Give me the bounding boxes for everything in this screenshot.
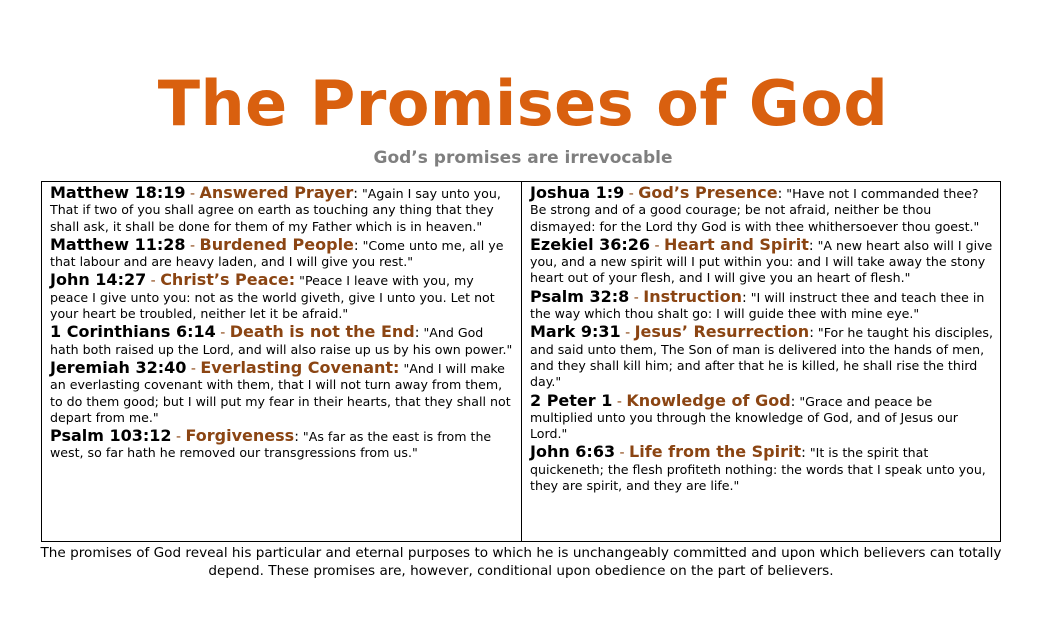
separator: - [629, 289, 644, 306]
promise-topic: Instruction [643, 286, 743, 306]
verse-text: "A new heart also will I give you, and a new spirit will I put within you: and I will take away the stony heart out of your flesh, and I will give you an heart of flesh." [530, 237, 993, 286]
verse-text: "Peace I leave with you, my peace I give unto you: not as the world giveth, give I unto you. Let not your heart be troubled, neither let it be afraid." [50, 273, 495, 322]
verse-text: "Grace and peace be multiplied unto you through the knowledge of God, and of Jesus our Lord." [530, 393, 958, 442]
colon: : [294, 429, 299, 446]
colon: : [353, 186, 359, 202]
promise-topic: Death is not the End [229, 322, 415, 342]
promises-table [41, 181, 1001, 542]
promise-entry [530, 287, 993, 323]
verse-text: "Have not I commanded thee? Be strong and of a good courage; be not afraid, neither be thou dismayed: for the Lord thy God is with thee whithersoever thou goest." [530, 186, 980, 234]
promise-topic: Life from the Spirit [629, 442, 802, 462]
verse-text: "Again I say unto you, That if two of you shall agree on earth as touching any thing that they shall ask, it shall be done for them of my Father which is in heaven." [50, 186, 501, 234]
verse-reference: 1 Corinthians 6:14 [50, 322, 216, 342]
promise-topic: Everlasting Covenant: [200, 357, 400, 377]
promise-topic: Knowledge of God [626, 390, 791, 410]
promise-topic: God’s Presence [638, 183, 778, 202]
verse-reference: Matthew 11:28 [50, 234, 186, 254]
promise-topic: Jesus’ Resurrection [634, 322, 810, 342]
right-column [521, 182, 1000, 541]
verse-reference: Joshua 1:9 [530, 183, 625, 202]
separator: - [185, 237, 200, 254]
page-title: The Promises of God [157, 67, 889, 140]
verse-text: "Come unto me, all ye that labour and are heavy laden, and I will give you rest." [50, 237, 504, 270]
separator: - [624, 186, 639, 202]
colon: : [808, 237, 814, 254]
promise-entry [50, 322, 514, 358]
verse-reference: Jeremiah 32:40 [50, 357, 187, 377]
separator: - [650, 237, 665, 254]
promise-topic: Forgiveness [185, 426, 295, 446]
promise-topic: Answered Prayer [199, 183, 354, 202]
promise-entry [530, 442, 993, 494]
separator: - [146, 273, 161, 290]
verse-text: "For he taught his disciples, and said unto them, The Son of man is delivered into the hands of men, and they shall kill him; and after that he is killed, he shall rise the third day." [530, 325, 993, 390]
separator: - [185, 186, 200, 202]
promise-entry [50, 183, 514, 235]
separator: - [620, 325, 635, 342]
verse-reference: Psalm 103:12 [50, 426, 172, 446]
promise-entry [530, 391, 993, 443]
colon: : [777, 186, 783, 202]
footer-summary: The promises of God reveal his particular and eternal purposes to which he is unchangeably committed and upon which believers can totally depend. These promises are, however, conditional upon obedience on the part of believers. [40, 545, 1002, 579]
promise-entry [50, 358, 514, 426]
promise-entry [530, 235, 993, 287]
promise-entry [530, 322, 993, 390]
verse-reference: Ezekiel 36:26 [530, 234, 651, 254]
separator: - [215, 325, 230, 342]
colon: : [353, 237, 359, 254]
promise-topic: Burdened People [199, 234, 354, 254]
promise-topic: Christ’s Peace: [160, 270, 296, 290]
verse-reference: Matthew 18:19 [50, 183, 186, 202]
promise-entry [530, 183, 993, 235]
verse-text: "It is the spirit that quickeneth; the flesh profiteth nothing: the words that I speak unto you, they are spirit, and they are life." [530, 445, 986, 494]
verse-text: "As far as the east is from the west, so far hath he removed our transgressions from us." [50, 429, 492, 461]
left-column [42, 182, 521, 541]
promise-entry [50, 270, 514, 322]
verse-reference: Psalm 32:8 [530, 286, 630, 306]
verse-reference: 2 Peter 1 [530, 390, 613, 410]
verse-text: "And I will make an everlasting covenant with them, that I will not turn away from them, to do them good; but I will put my fear in their hearts, that they shall not depart from me." [50, 360, 511, 425]
verse-text: "And God hath both raised up the Lord, and will also raise up us by his own power." [50, 325, 513, 357]
separator: - [612, 393, 627, 410]
page-subtitle: God’s promises are irrevocable [373, 148, 673, 168]
verse-reference: John 14:27 [50, 270, 147, 290]
separator: - [186, 360, 201, 377]
promise-topic: Heart and Spirit [664, 234, 809, 254]
verse-reference: Mark 9:31 [530, 322, 621, 342]
verse-reference: John 6:63 [530, 442, 616, 462]
colon: : [790, 393, 796, 410]
separator: - [171, 429, 186, 446]
colon: : [742, 289, 747, 306]
colon: : [801, 445, 806, 462]
promise-entry [50, 235, 514, 271]
colon: : [414, 325, 420, 342]
verse-text: "I will instruct thee and teach thee in the way which thou shalt go: I will guide thee with mine eye." [530, 289, 985, 322]
separator: - [615, 445, 630, 462]
promise-entry [50, 426, 514, 462]
colon: : [809, 325, 814, 342]
